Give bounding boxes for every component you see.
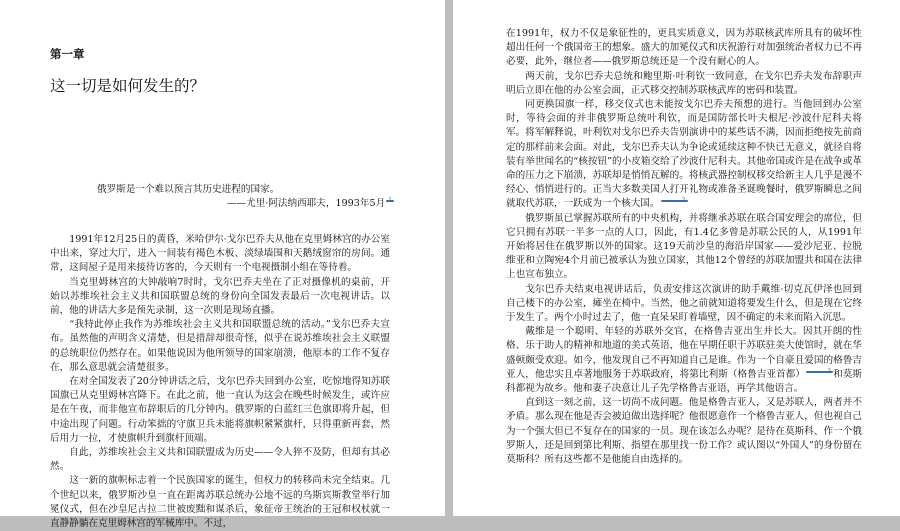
paragraph: 当克里姆林宫的大钟敲响7时时，戈尔巴乔夫坐在了正对摄像机的桌前，开始以苏维埃社会主义共和国联盟总统的身份向全国发表最后一次电视讲话。以前，他的讲话大多是预先录制，这一次则是现场直播。: [50, 276, 390, 317]
footnote-ref-icon[interactable]: 1: [388, 197, 392, 205]
paragraph: 戴维是一个聪明、年轻的苏联外交官，在格鲁吉亚出生并长大。因其开朗的性格、乐于助人的精神和地道的美式英语，他在早期任职于苏联驻美大使馆时，就在华盛顿颇受欢迎。如今，他发现自己不再知道自己是谁。作为一个自豪且爱国的格鲁吉亚人，他忠实且卓著地服务于苏联政府，将第比利斯（格鲁吉亚首都） 3 和莫斯科都视为故乡。他和妻子决意让儿子先学格鲁吉亚语，再学其他语言。: [506, 326, 863, 395]
chapter-label: 第一章: [50, 47, 85, 61]
page-divider: [445, 0, 453, 516]
left-body-text: [50, 233, 390, 531]
paragraph: 俄罗斯虽已掌握苏联所有的中央机构，并将继承苏联在联合国安理会的席位，但它只拥有苏联一半多一点的人口，因此，有1.4亿多曾是苏联公民的人，从1991年开始将居住在俄罗斯以外的国家。这19天前沙皇的海沿岸国家——爱沙尼亚、拉脱维亚和立陶宛4个月前已被承认为独立国家，其他12个曾经的苏联加盟共和国在法律上也宣布独立。: [506, 212, 862, 281]
epigraph-text: 俄罗斯是一个难以预言其历史进程的国家。: [97, 184, 280, 195]
epigraph-attribution-text: ——尤里·阿法纳西耶夫，1993年5月: [226, 198, 386, 210]
paragraph: 自此，苏维埃社会主义共和国联盟成为历史——令人猝不及防，但却有其必然。: [50, 447, 390, 473]
footnote-ref-icon[interactable]: 2: [661, 200, 688, 202]
paragraph: 同更换国旗一样，移交仪式也未能按戈尔巴乔夫预想的进行。当他回到办公室时，等待会面的并非俄罗斯总统叶利钦，而是国防部长叶夫根尼·沙波什尼科夫将军。将军解释说，叶利钦对戈尔巴乔夫告别演讲中的某些话不满，因而拒绝按先前商定的那样前来会面。对此，戈尔巴乔夫认为争论或延续这种不快已无意义，就径自将装有举世闻名的“核按钮”的小皮箱交给了沙波什尼科夫。其他帝国或许是在战争或革命的压力之下崩溃，苏联却是悄悄瓦解的。将核武器控制权移交给新主人几乎是漫不经心、悄悄进行的。正当大多数美国人打开礼物或准备圣诞晚餐时，俄罗斯瞬息之间就取代苏联，一跃成为一个核大国。 2: [506, 99, 862, 210]
epigraph-attribution: [97, 197, 394, 211]
paragraph: 1991年12月25日的黄昏，米哈伊尔·戈尔巴乔夫从他在克里姆林宫的办公室中出来，穿过大厅，进入一间装有褐色木板、淡绿墙围和天鹅绒窗帘的房间。通常，这间屋子是用来接待访客的，今天则有一个电视摄制小组在等待着。: [50, 234, 390, 274]
paragraph: 在1991年，权力不仅是象征性的，更具实质意义，因为苏联核武库所具有的破坏性超出任何一个俄国帝王的想象。盛大的加冕仪式和庆祝游行对加强统治者权力已不再必要，此外，继位者——俄罗斯总统还是一个没有耐心的人。: [506, 28, 862, 68]
paragraph: “我特此停止我作为苏维埃社会主义共和国联盟总统的活动。”戈尔巴乔夫宣布。虽然他的声明含义清楚，但是措辞却很奇怪，似乎在说苏维埃社会主义联盟的总统职位仍然存在。如果他说因为他所领导的国家崩溃，他原本的工作不复存在，那么意思就会清楚很多。: [50, 319, 390, 373]
epigraph: [97, 183, 394, 211]
chapter-title: 这一切是如何发生的？: [50, 77, 206, 95]
footnote-ref-icon[interactable]: 3: [806, 371, 833, 373]
paragraph: 两天前，戈尔巴乔夫总统和鲍里斯·叶利钦一致同意，在戈尔巴乔夫发布辞职声明后立即在他的办公室会面，正式移交控制苏联核武库的密码和装置。: [506, 70, 862, 96]
paragraph: 这一新的旗帜标志着一个民族国家的诞生，但权力的转移尚未完全结束。几个世纪以来，俄罗斯沙皇一直在距离苏联总统办公地不远的乌斯宾斯教堂举行加冕仪式，但在沙皇尼古拉二世被废黜和谋杀后，象征帝王统治的王冠和权杖就一直静静躺在克里姆林宫的军械库中。不过，: [50, 475, 390, 530]
left-page: [0, 0, 445, 530]
paragraph: 戈尔巴乔夫结束电视讲话后，负责安排这次演讲的助手戴维·切克瓦伊泽也回到自己楼下的办公室，瘫坐在椅中。当然，他之前就知道将要发生什么，但是现在它终于发生了。两个小时过去了，他一直呆呆盯着墙壁，因不确定的未来而陷入沉思。: [506, 283, 862, 324]
paragraph: 在对全国发表了20分钟讲话之后，戈尔巴乔夫回到办公室，吃惊地得知苏联国旗已从克里姆林宫降下。在此之前，他一直认为这会在晚些时候发生，或许应是在午夜，而非他宣布辞职后的几分钟内。俄罗斯的白蓝红三色旗即将升起，但中途出现了问题。行动笨拙的守旗卫兵未能将旗帜紧紧旗杆，只得重新再套，然后用力一拉，才使旗帜升到旗杆顶端。: [50, 376, 390, 444]
right-page: [453, 0, 900, 516]
right-body-text: [506, 27, 862, 467]
paragraph: 直到这一刻之前，这一切尚不成问题。他是格鲁吉亚人，又是苏联人，两者并不矛盾。那么现在他是否会被迫做出选择呢？他很愿意作一个格鲁吉亚人，但也视自己为一个强大但已不复存在的国家的一员。现在该怎么办呢？是待在莫斯科、作一个俄罗斯人，还是回到第比利斯、指望在那里找一份工作？或认图以“外国人”的身份留在莫斯科？所有这些都不是他能自由选择的。: [506, 397, 862, 466]
